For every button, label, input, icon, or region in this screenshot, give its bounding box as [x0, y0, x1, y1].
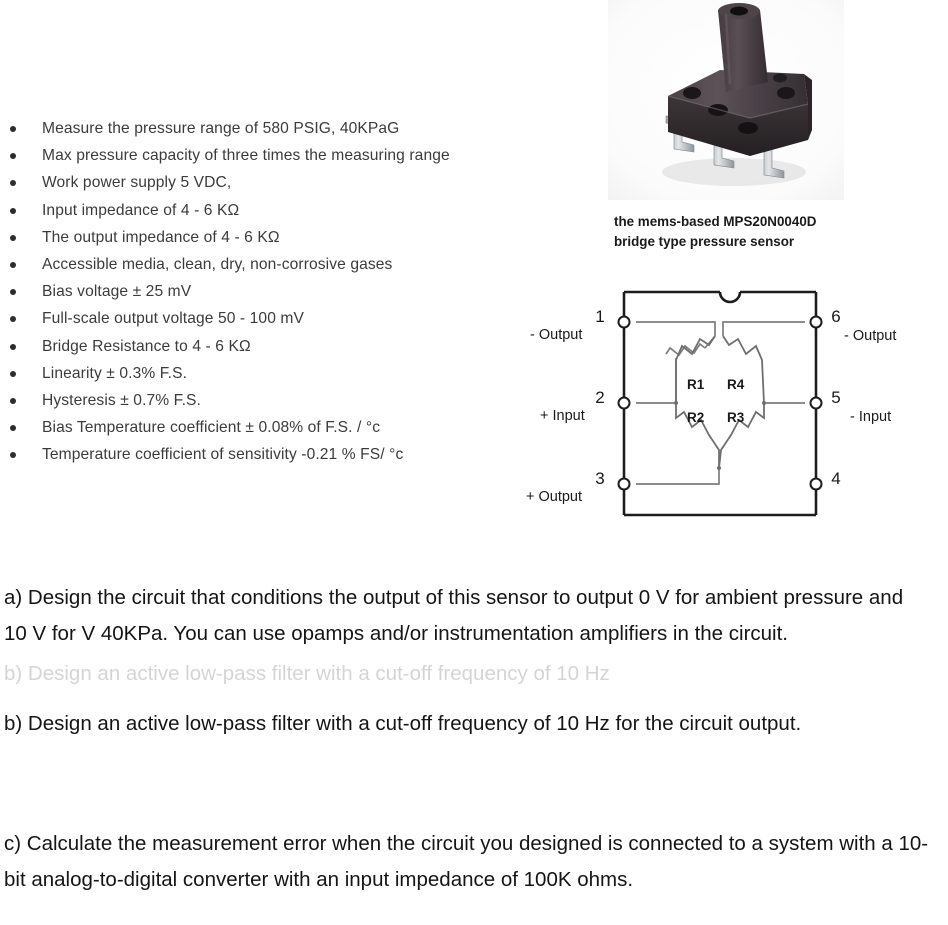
bullet-icon [10, 126, 16, 132]
list-item [0, 142, 560, 169]
pin-label-3: + Output [526, 489, 583, 505]
spec-text: Full-scale output voltage 50 - 100 mV [42, 310, 305, 328]
bullet-icon [10, 398, 16, 404]
resistor-label-r1: R1 [687, 377, 705, 392]
list-item [0, 169, 560, 196]
bullet-icon [10, 316, 16, 322]
clipped-text-remnant [4, 662, 624, 692]
bullet-icon [10, 208, 16, 214]
list-item [0, 387, 560, 414]
spec-text: Bias Temperature coefficient ± 0.08% of F.S. / °c [42, 419, 381, 437]
list-item [0, 251, 560, 278]
list-item [0, 360, 560, 387]
question-a: a) Design the circuit that conditions the output of this sensor to output 0 V for ambient pressure and 10 V for V 40KPa. You can use opamps and/or instrumentation amplifiers in the circuit. [4, 586, 904, 645]
spec-text: Work power supply 5 VDC, [42, 174, 232, 192]
list-item [0, 305, 560, 332]
spec-text: Bias voltage ± 25 mV [42, 283, 192, 301]
list-item [0, 278, 560, 305]
bullet-icon [10, 262, 16, 268]
pin-label-1: - Output [530, 327, 583, 343]
bullet-icon [10, 344, 16, 350]
pin-number-1: 1 [595, 307, 605, 326]
spec-text: Max pressure capacity of three times the measuring range [42, 147, 450, 165]
list-item [0, 333, 560, 360]
photo-caption-line-2: bridge type pressure sensor [614, 234, 795, 249]
spec-text: Temperature coefficient of sensitivity -0.21 % FS/ °c [42, 446, 404, 464]
bullet-icon [10, 289, 16, 295]
bridge-circuit-diagram [524, 272, 948, 528]
pin-number-2: 2 [595, 388, 605, 407]
clipped-text: b) Design an active low-pass filter with a cut-off frequency of 10 Hz [4, 662, 610, 685]
bullet-icon [10, 153, 16, 159]
pin-label-5: - Input [850, 409, 892, 425]
list-item [0, 197, 560, 224]
resistor-label-r4: R4 [727, 377, 745, 392]
list-item [0, 115, 560, 142]
spec-text: Hysteresis ± 0.7% F.S. [42, 392, 201, 410]
pin-number-5: 5 [831, 388, 841, 407]
question-c: c) Calculate the measurement error when the circuit you designed is connected to a system with a 10-bit analog-to-digital converter with an input impedance of 100K ohms. [4, 832, 929, 891]
pin-number-6: 6 [831, 307, 841, 326]
bullet-icon [10, 180, 16, 186]
list-item [0, 441, 560, 468]
spec-text: The output impedance of 4 - 6 KΩ [42, 228, 280, 246]
pin-label-2: + Input [540, 408, 585, 424]
spec-text: Bridge Resistance to 4 - 6 KΩ [42, 337, 251, 355]
bullet-icon [10, 235, 16, 241]
spec-text: Linearity ± 0.3% F.S. [42, 364, 188, 382]
spec-text: Accessible media, clean, dry, non-corrosive gases [42, 256, 393, 274]
bullet-icon [10, 371, 16, 377]
pin-label-6: - Output [844, 328, 897, 344]
list-item [0, 224, 560, 251]
photo-caption [614, 212, 884, 252]
resistor-label-r2: R2 [687, 410, 705, 425]
photo-caption-line-1: the mems-based MPS20N0040D [614, 214, 817, 229]
list-item [0, 414, 560, 441]
sensor-spec-list [0, 115, 560, 469]
bullet-icon [10, 425, 16, 431]
resistor-label-r3: R3 [727, 410, 745, 425]
question-b: b) Design an active low-pass filter with a cut-off frequency of 10 Hz for the circuit output. [4, 712, 802, 735]
bullet-icon [10, 452, 16, 458]
pin-number-4: 4 [831, 469, 841, 488]
spec-text: Input impedance of 4 - 6 KΩ [42, 201, 240, 219]
pin-number-3: 3 [595, 469, 605, 488]
spec-text: Measure the pressure range of 580 PSIG, 40KPaG [42, 120, 400, 137]
mps20n0040d-sensor-photo [608, 0, 844, 200]
